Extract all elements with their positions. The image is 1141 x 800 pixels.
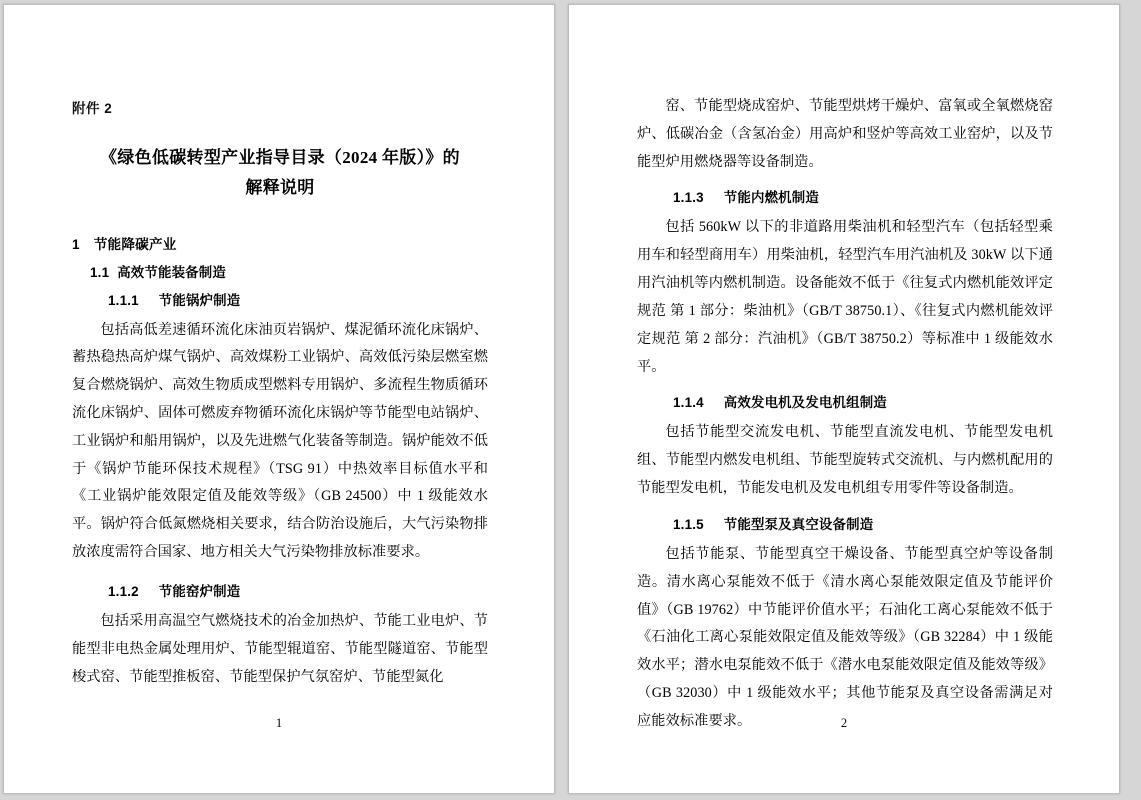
heading-level-3-1-1-1 bbox=[72, 290, 488, 309]
heading-text: 节能型泵及真空设备制造 bbox=[723, 516, 874, 532]
heading-number: 1.1.1 bbox=[108, 292, 139, 308]
heading-text: 高效发电机及发电机组制造 bbox=[723, 395, 887, 411]
heading-level-3-1-1-5 bbox=[637, 514, 1053, 533]
paragraph-pump: 包括节能泵、节能型真空干燥设备、节能型真空炉等设备制造。清水离心泵能效不低于《清水离心泵能效限定值及节能评价值》（GB 19762）中节能评价值水平；石油化工离心泵能效不低于《石油化工离心泵能效限定值及能效等级》（GB 32284）中 1 级能效水平；潜水电泵能效不低于《潜水电泵能效限定值及能效等级》（GB 32030）中 1 级能效水平；其他节能泵及真空设备需满足对应能效标准要求。 bbox=[637, 545, 1053, 729]
heading-level-1-text: 节能降碳产业 bbox=[93, 236, 177, 252]
heading-text: 节能窑炉制造 bbox=[158, 583, 241, 599]
paragraph-engine: 包括 560kW 以下的非道路用柴油机和轻型汽车（包括轻型乘用车和轻型商用车）用柴油机，轻型汽车用汽油机及 30kW 以下通用汽油机等内燃机制造。设备能效不低于《往复式内燃机能效评定规范 第 1 部分：柴油机》（GB/T 38750.1）、《往复式内燃机能效评定规范 第 2 部分：汽油机》（GB/T 38750.2）等标准中 1 级能效水平。 bbox=[637, 219, 1053, 375]
heading-level-3-1-1-4 bbox=[637, 392, 1053, 411]
heading-level-2 bbox=[72, 262, 488, 281]
heading-level-1 bbox=[72, 233, 488, 253]
paragraph-kiln: 包括采用高温空气燃烧技术的冶金加热炉、节能工业电炉、节能型非电热金属处理用炉、节能型辊道窑、节能型隧道窑、节能型梭式窑、节能型推板窑、节能型保护气氛窑炉、节能型氮化 bbox=[72, 612, 488, 685]
heading-number: 1.1.3 bbox=[673, 190, 704, 206]
page-number-1: 1 bbox=[275, 716, 283, 730]
heading-level-3-1-1-3 bbox=[637, 187, 1053, 206]
heading-text: 节能锅炉制造 bbox=[158, 292, 241, 308]
heading-level-2-number: 1.1 bbox=[90, 264, 110, 280]
page-title bbox=[72, 143, 488, 203]
heading-number: 1.1.2 bbox=[108, 583, 139, 599]
document-page-1 bbox=[3, 4, 555, 794]
heading-level-2-text: 高效节能装备制造 bbox=[117, 264, 226, 280]
heading-level-3-1-1-2 bbox=[72, 581, 488, 600]
attachment-label: 附件 2 bbox=[72, 101, 113, 116]
paragraph-boiler: 包括高低差速循环流化床油页岩锅炉、煤泥循环流化床锅炉、蓄热稳热高炉煤气锅炉、高效煤粉工业锅炉、高效低污染层燃室燃复合燃烧锅炉、高效生物质成型燃料专用锅炉、多流程生物质循环流化床锅炉、固体可燃废弃物循环流化床锅炉等节能型电站锅炉、工业锅炉和船用锅炉，以及先进燃气化装备等制造。锅炉能效不低于《锅炉节能环保技术规程》（TSG 91）中热效率目标值水平和《工业锅炉能效限定值及能效等级》（GB 24500）中 1 级能效水平。锅炉符合低氮燃烧相关要求，结合防治设施后，大气污染物排放浓度需符合国家、地方相关大气污染物排放标准要求。 bbox=[72, 321, 488, 561]
heading-number: 1.1.5 bbox=[673, 516, 704, 532]
paragraph-kiln-continued: 窑、节能型烧成窑炉、节能型烘烤干燥炉、富氧或全氧燃烧窑炉、低碳冶金（含氢冶金）用高炉和竖炉等高效工业窑炉，以及节能型炉用燃烧器等设备制造。 bbox=[637, 98, 1053, 170]
document-page-2 bbox=[568, 4, 1120, 794]
heading-number: 1.1.4 bbox=[673, 395, 704, 411]
paragraph-generator: 包括节能型交流发电机、节能型直流发电机、节能型发电机组、节能型内燃发电机组、节能型旋转式交流机、与内燃机配用的节能型发电机，节能发电机及发电机组专用零件等设备制造。 bbox=[637, 424, 1053, 497]
heading-level-1-number: 1 bbox=[72, 236, 80, 252]
page-title-line-2: 解释说明 bbox=[245, 177, 315, 197]
heading-text: 节能内燃机制造 bbox=[723, 190, 819, 206]
page-title-line-1: 《绿色低碳转型产业指导目录（2024 年版）》的 bbox=[100, 148, 460, 167]
page-1-content bbox=[72, 97, 488, 717]
page-number-2: 2 bbox=[840, 716, 848, 730]
page-2-content bbox=[637, 93, 1053, 729]
